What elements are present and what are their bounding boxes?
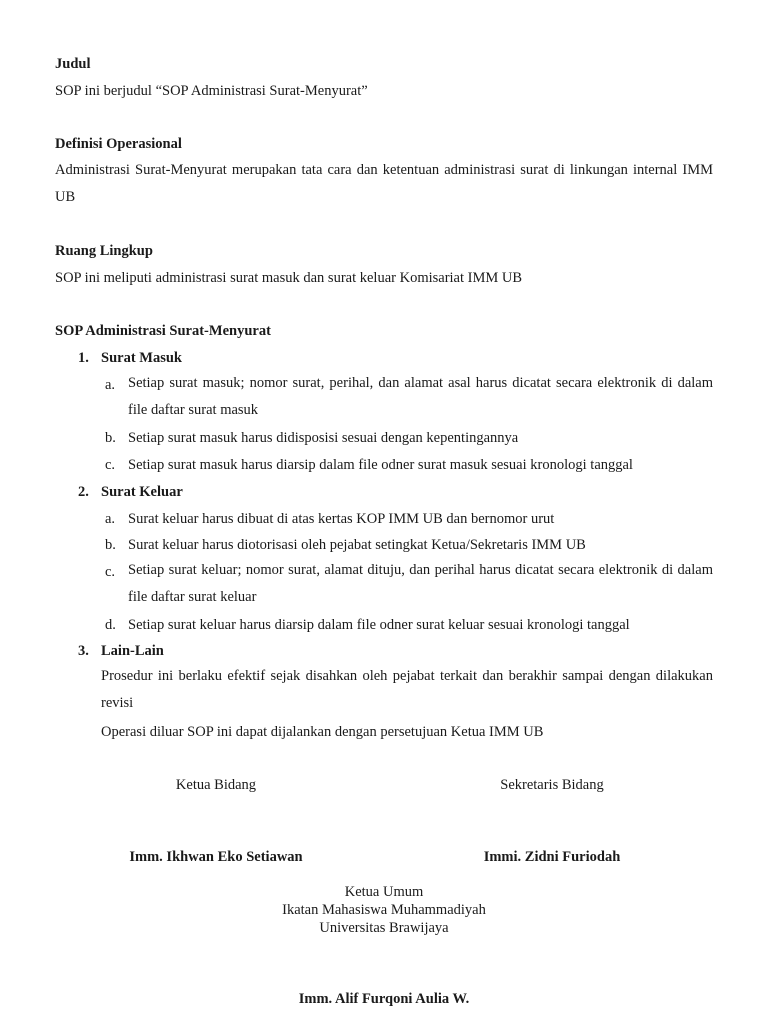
signature-left-role: Ketua Bidang [175, 777, 257, 793]
signature-center-org: Ikatan Mahasiswa Muhammadiyah [282, 902, 486, 918]
signature-center-university: Universitas Brawijaya [319, 920, 449, 936]
heading-definisi: Definisi Operasional [55, 136, 182, 152]
subitem-marker: b. [105, 430, 116, 446]
signature-right-role: Sekretaris Bidang [500, 777, 604, 793]
signature-right-name: Immi. Zidni Furiodah [483, 849, 621, 865]
subitem-text: Surat keluar harus dibuat di atas kertas KOP IMM UB dan bernomor urut [128, 511, 555, 527]
subitem-text: Surat keluar harus diotorisasi oleh pejabat setingkat Ketua/Sekretaris IMM UB [128, 537, 586, 553]
list-title-surat-masuk: Surat Masuk [101, 350, 182, 366]
signature-center-role: Ketua Umum [344, 884, 424, 900]
subitem-marker: c. [105, 457, 116, 473]
heading-judul: Judul [55, 56, 91, 72]
lain-lain-paragraph: Prosedur ini berlaku efektif sejak disahkan oleh pejabat terkait dan berakhir sampai dengan dilakukan revisi [101, 668, 713, 711]
subitem-marker: c. [105, 564, 116, 580]
signature-left-name: Imm. Ikhwan Eko Setiawan [129, 849, 303, 865]
subitem-text: Setiap surat keluar harus diarsip dalam file odner surat keluar sesuai kronologi tanggal [128, 617, 630, 633]
subitem-marker: b. [105, 537, 116, 553]
lain-lain-paragraph: Operasi diluar SOP ini dapat dijalankan dengan persetujuan Ketua IMM UB [101, 724, 544, 740]
list-title-surat-keluar: Surat Keluar [101, 484, 183, 500]
heading-sop: SOP Administrasi Surat-Menyurat [55, 323, 271, 339]
list-title-lain-lain: Lain-Lain [101, 643, 164, 659]
judul-text: SOP ini berjudul “SOP Administrasi Surat-Menyurat” [55, 83, 368, 99]
list-number: 1. [78, 350, 89, 366]
subitem-text: Setiap surat masuk; nomor surat, perihal, dan alamat asal harus dicatat secara elektronik di dalam file daftar surat masuk [128, 375, 713, 418]
subitem-marker: d. [105, 617, 116, 633]
ruang-lingkup-text: SOP ini meliputi administrasi surat masuk dan surat keluar Komisariat IMM UB [55, 270, 523, 286]
subitem-text: Setiap surat masuk harus didisposisi sesuai dengan kepentingannya [128, 430, 519, 446]
heading-ruang-lingkup: Ruang Lingkup [55, 243, 153, 259]
signature-center-name: Imm. Alif Furqoni Aulia W. [298, 991, 470, 1007]
list-number: 2. [78, 484, 89, 500]
subitem-text: Setiap surat masuk harus diarsip dalam file odner surat masuk sesuai kronologi tanggal [128, 457, 633, 473]
subitem-text: Setiap surat keluar; nomor surat, alamat dituju, dan perihal harus dicatat secara elektronik di dalam file daftar surat keluar [128, 562, 713, 605]
list-number: 3. [78, 643, 89, 659]
subitem-marker: a. [105, 377, 116, 393]
definisi-text: Administrasi Surat-Menyurat merupakan tata cara dan ketentuan administrasi surat di linkungan internal IMM UB [55, 162, 713, 205]
subitem-marker: a. [105, 511, 116, 527]
